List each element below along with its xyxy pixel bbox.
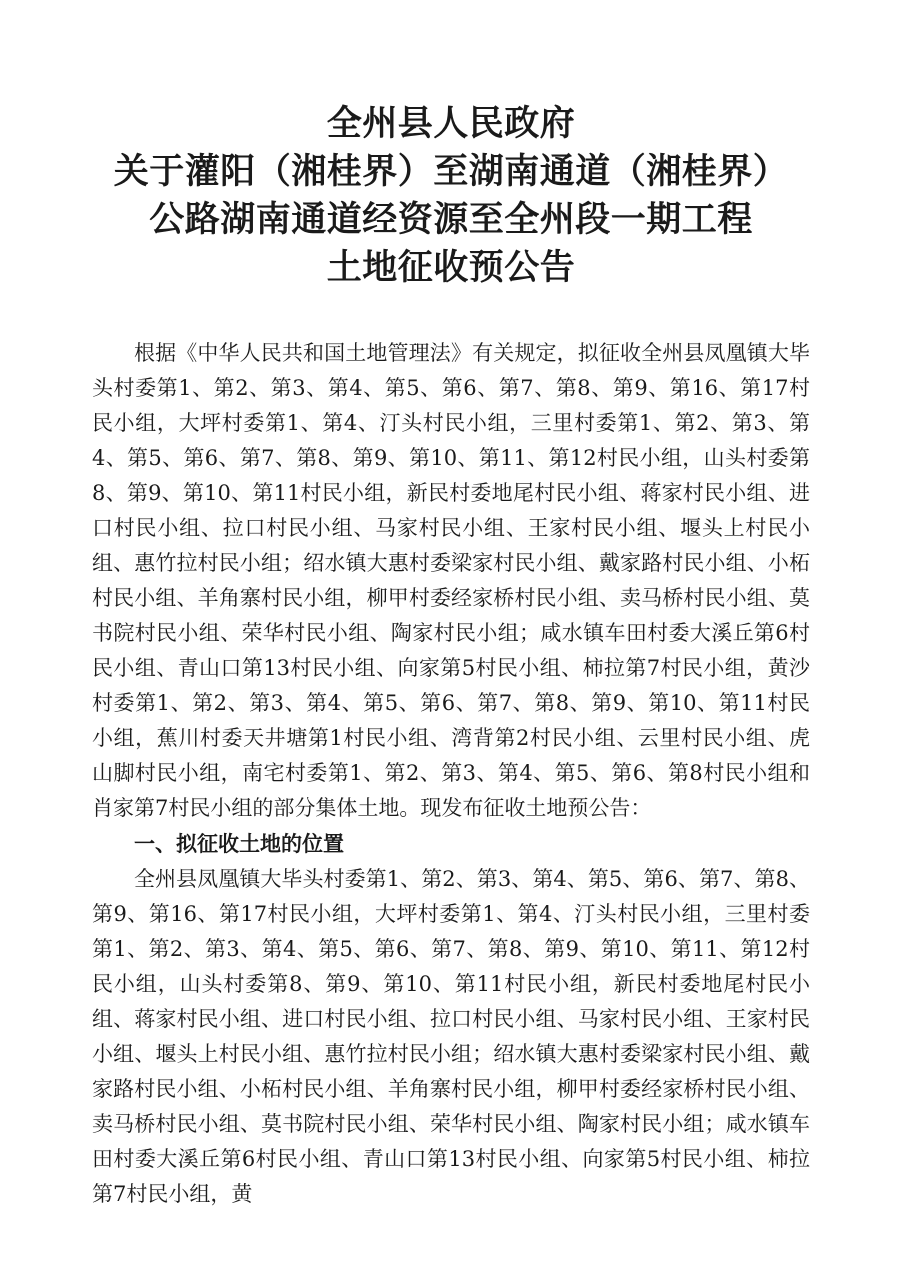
intro-paragraph: 根据《中华人民共和国土地管理法》有关规定，拟征收全州县凤凰镇大毕头村委第1、第2、第3、第4、第5、第6、第7、第8、第9、第16、第17村民小组，大坪村委第1、第4、汀头村民小组，三里村委第1、第2、第3、第4、第5、第6、第7、第8、第9、第10、第11、第12村民小组，山头村委第8、第9、第10、第11村民小组，新民村委地尾村民小组、蒋家村民小组、进口村民小组、拉口村民小组、马家村民小组、王家村民小组、堰头上村民小组、惠竹拉村民小组；绍水镇大惠村委梁家村民小组、戴家路村民小组、小柘村民小组、羊角寨村民小组，柳甲村委经家桥村民小组、卖马桥村民小组、莫书院村民小组、荣华村民小组、陶家村民小组；咸水镇车田村委大溪丘第6村民小组、青山口第13村民小组、向家第5村民小组、柿拉第7村民小组，黄沙村委第1、第2、第3、第4、第5、第6、第7、第8、第9、第10、第11村民小组，蕉川村委天井塘第1村民小组、湾背第2村民小组、云里村民小组、虎山脚村民小组，南宅村委第1、第2、第3、第4、第5、第6、第8村民小组和肖家第7村民小组的部分集体土地。现发布征收土地预公告： xyxy=(92,341,810,820)
title-line-2: 关于灌阳（湘桂界）至湖南通道（湘桂界） xyxy=(113,152,789,192)
title-line-1: 全州县人民政府 xyxy=(326,104,576,144)
document-title xyxy=(92,100,810,292)
section-1-paragraph: 全州县凤凰镇大毕头村委第1、第2、第3、第4、第5、第6、第7、第8、第9、第16、第17村民小组，大坪村委第1、第4、汀头村民小组，三里村委第1、第2、第3、第4、第5、第6、第7、第8、第9、第10、第11、第12村民小组，山头村委第8、第9、第10、第11村民小组，新民村委地尾村民小组、蒋家村民小组、进口村民小组、拉口村民小组、马家村民小组、王家村民小组、堰头上村民小组、惠竹拉村民小组；绍水镇大惠村委梁家村民小组、戴家路村民小组、小柘村民小组、羊角寨村民小组，柳甲村委经家桥村民小组、卖马桥村民小组、莫书院村民小组、荣华村民小组、陶家村民小组；咸水镇车田村委大溪丘第6村民小组、青山口第13村民小组、向家第5村民小组、柿拉第7村民小组，黄 xyxy=(92,867,810,1206)
title-line-3: 公路湖南通道经资源至全州段一期工程 xyxy=(149,200,753,240)
title-line-4: 土地征收预公告 xyxy=(326,248,576,288)
section-1-heading: 一、拟征收土地的位置 xyxy=(134,832,344,856)
